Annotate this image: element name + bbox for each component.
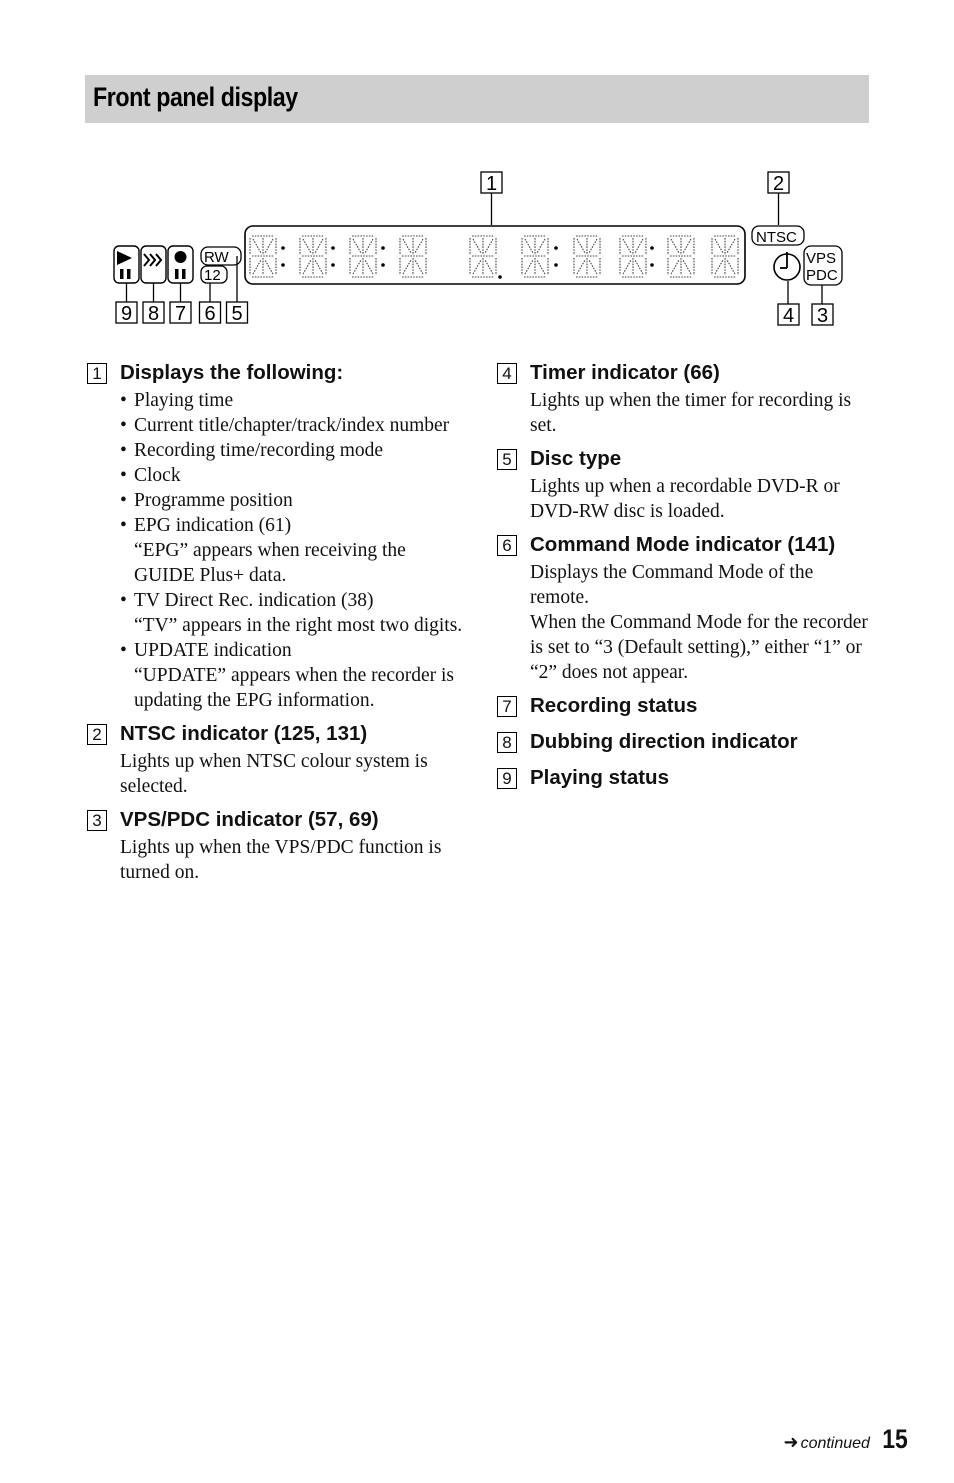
item-description: Lights up when the timer for recording is set. xyxy=(530,390,852,436)
svg-text:8: 8 xyxy=(147,303,160,325)
decimal-dot xyxy=(498,275,502,279)
ntsc-indicator xyxy=(752,226,804,246)
disc-type-indicator xyxy=(201,247,241,266)
svg-text:4: 4 xyxy=(782,305,795,327)
svg-text:7: 7 xyxy=(174,303,187,325)
colon-dot xyxy=(650,263,654,267)
left-column xyxy=(87,358,467,891)
item-description: Displays the Command Mode of the remote. xyxy=(530,562,814,608)
display-list xyxy=(120,388,467,713)
item-title: Playing status xyxy=(530,766,669,789)
item-description-extra: When the Command Mode for the recorder is set to “3 (Default setting),” either “1” or “2” does not appear. xyxy=(530,612,868,683)
svg-text:PDC: PDC xyxy=(806,267,838,284)
svg-text:1: 1 xyxy=(485,173,498,195)
item-number: 6 xyxy=(497,535,517,556)
item-number: 9 xyxy=(497,768,517,789)
list-item: • Current title/chapter/track/index number xyxy=(120,413,467,438)
list-item: • Clock xyxy=(120,463,467,488)
segment-digit xyxy=(668,236,694,277)
list-item: • UPDATE indication “UPDATE” appears when the recorder is updating the EPG information. xyxy=(120,638,467,713)
item-7 xyxy=(497,691,877,721)
colon-dot xyxy=(554,246,558,250)
svg-text:5: 5 xyxy=(231,303,243,325)
segment-digit xyxy=(350,236,376,277)
segment-digit xyxy=(522,236,548,277)
svg-text:6: 6 xyxy=(204,303,216,325)
section-title: Front panel display xyxy=(93,82,298,112)
callout-7 xyxy=(170,283,191,325)
item-6 xyxy=(497,530,877,685)
callout-2 xyxy=(768,172,789,225)
item-1 xyxy=(87,358,467,713)
list-item: • Playing time xyxy=(120,388,467,413)
list-item: • Recording time/recording mode xyxy=(120,438,467,463)
item-description: Lights up when NTSC colour system is selected. xyxy=(120,751,428,797)
item-number: 2 xyxy=(87,724,107,745)
colon-dot xyxy=(331,263,335,267)
item-title: Displays the following: xyxy=(120,361,344,384)
colon-dot xyxy=(381,246,385,250)
item-title: Command Mode indicator (141) xyxy=(530,533,836,556)
item-3 xyxy=(87,805,467,885)
item-title: Recording status xyxy=(530,694,698,717)
item-title: VPS/PDC indicator (57, 69) xyxy=(120,808,379,831)
item-title: NTSC indicator (125, 131) xyxy=(120,722,368,745)
segment-digit xyxy=(400,236,426,277)
item-9 xyxy=(497,763,877,793)
item-number: 7 xyxy=(497,696,517,717)
callout-8 xyxy=(143,283,164,325)
command-mode-indicator xyxy=(201,266,227,284)
item-number: 1 xyxy=(87,363,107,384)
page-number: 15 xyxy=(882,1424,908,1454)
front-panel-diagram xyxy=(0,160,954,340)
item-description: Lights up when a recordable DVD-R or DVD-RW disc is loaded. xyxy=(530,476,840,522)
item-title: Timer indicator (66) xyxy=(530,361,720,384)
item-number: 3 xyxy=(87,810,107,831)
segment-digit xyxy=(712,236,738,277)
item-5 xyxy=(497,444,877,524)
callout-9 xyxy=(116,283,137,325)
record-pause-icon xyxy=(168,246,193,283)
item-2 xyxy=(87,719,467,799)
vps-pdc-indicator xyxy=(804,246,842,285)
segment-digit xyxy=(574,236,600,277)
item-4 xyxy=(497,358,877,438)
item-number: 8 xyxy=(497,732,517,753)
continued-arrow-icon: ➜ xyxy=(783,1432,799,1453)
colon-dot xyxy=(554,263,558,267)
item-number: 5 xyxy=(497,449,517,470)
colon-dot xyxy=(281,263,285,267)
callout-3 xyxy=(812,285,833,327)
callout-6 xyxy=(200,283,221,325)
svg-text:RW: RW xyxy=(204,249,229,266)
page-footer xyxy=(783,1424,910,1455)
svg-text:3: 3 xyxy=(816,305,829,327)
item-number: 4 xyxy=(497,363,517,384)
dubbing-arrows-icon xyxy=(141,246,166,283)
callout-1 xyxy=(481,172,502,225)
list-item: • EPG indication (61) “EPG” appears when receiving the GUIDE Plus+ data. xyxy=(120,513,467,588)
segment-digit xyxy=(300,236,326,277)
list-item: • TV Direct Rec. indication (38) “TV” appears in the right most two digits. xyxy=(120,588,467,638)
segment-digit xyxy=(620,236,646,277)
segment-digit xyxy=(470,236,496,277)
colon-dot xyxy=(650,246,654,250)
svg-text:NTSC: NTSC xyxy=(756,229,797,246)
continued-label: continued xyxy=(800,1435,870,1452)
colon-dot xyxy=(381,263,385,267)
item-8 xyxy=(497,727,877,757)
callout-4 xyxy=(778,281,799,327)
svg-text:VPS: VPS xyxy=(806,250,837,267)
colon-dot xyxy=(331,246,335,250)
item-title: Disc type xyxy=(530,447,622,470)
svg-text:2: 2 xyxy=(772,173,785,195)
segment-digit xyxy=(250,236,276,277)
list-item: • Programme position xyxy=(120,488,467,513)
timer-icon xyxy=(774,252,800,280)
right-column xyxy=(497,358,877,799)
colon-dot xyxy=(281,246,285,250)
play-pause-icon xyxy=(114,246,139,283)
segment-display xyxy=(245,226,745,284)
item-description: Lights up when the VPS/PDC function is turned on. xyxy=(120,837,442,883)
svg-text:12: 12 xyxy=(204,267,221,284)
svg-text:9: 9 xyxy=(120,303,133,325)
item-title: Dubbing direction indicator xyxy=(530,730,798,753)
